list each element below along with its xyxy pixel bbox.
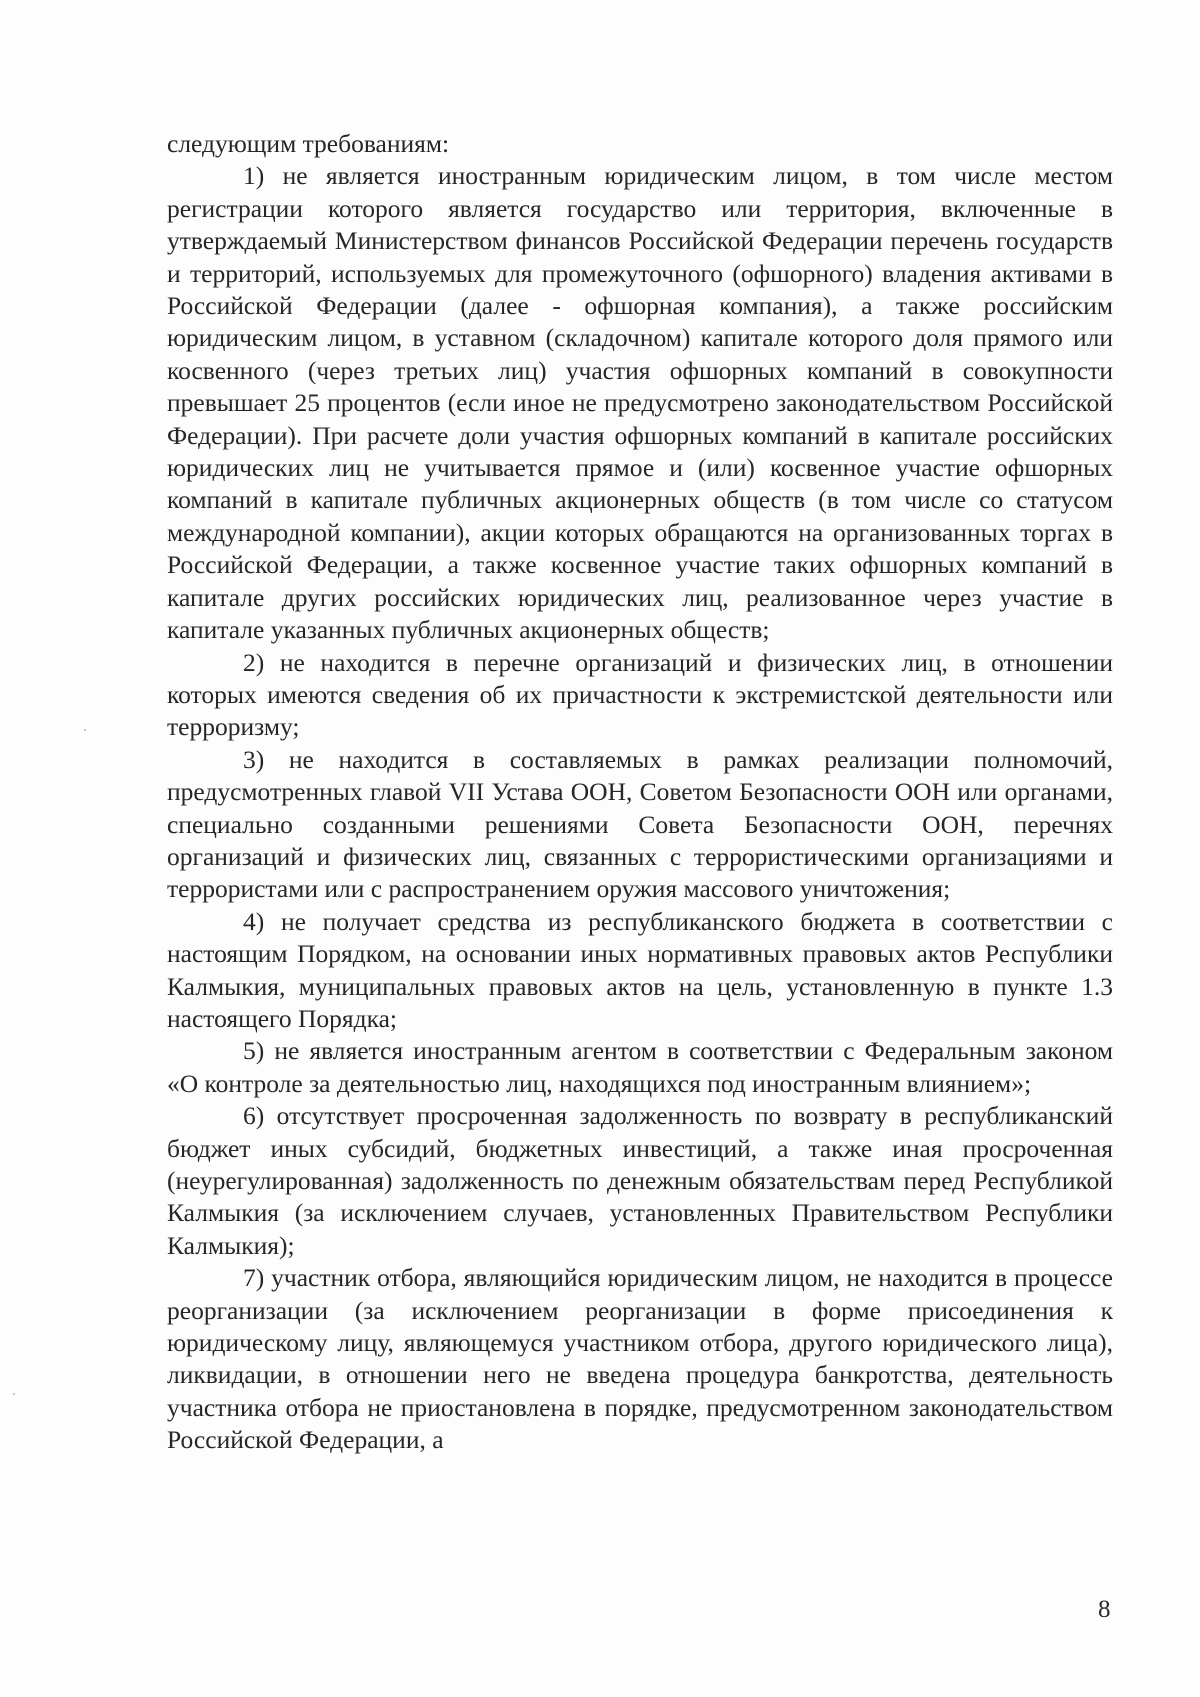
intro-line: следующим требованиям: [167,129,450,158]
document-body [167,128,1113,1457]
page-number: 8 [1098,1596,1111,1623]
scan-speck [84,729,86,731]
list-item-1: 1) не является иностранным юридическим лицом, в том числе местом регистрации которого является государство или территория, включенные в утверждаемый Министерством финансов Российской Федерации перечень государств и территорий, используемых для промежуточного (офшорного) владения активами в Российской Федерации (далее - офшорная компания), а также российским юридическим лицом, в уставном (складочном) капитале которого доля прямого или косвенного (через третьих лиц) участия офшорных компаний в совокупности превышает 25 процентов (если иное не предусмотрено законодательством Российской Федерации). При расчете доли участия офшорных компаний в капитале российских юридических лиц не учитывается прямое и (или) косвенное участие офшорных компаний в капитале публичных акционерных обществ (в том числе со статусом международной компании), акции которых обращаются на организованных торгах в Российской Федерации, а также косвенное участие таких офшорных компаний в капитале других российских юридических лиц, реализованное через участие в капитале указанных публичных акционерных обществ; [167,161,1113,645]
list-item-4: 4) не получает средства из республиканского бюджета в соответствии с настоящим Порядком, на основании иных нормативных правовых актов Республики Калмыкия, муниципальных правовых актов на цель, установленную в пункте 1.3 настоящего Порядка; [167,906,1113,1033]
scan-speck [13,1393,15,1395]
list-item-3: 3) не находится в составляемых в рамках реализации полномочий, предусмотренных главой VII Устава ООН, Советом Безопасности ООН или органами, специально созданными решениями Совета Безопасности ООН, перечнях организаций и физических лиц, связанных с террористическими организациями и террористами или с распространением оружия массового уничтожения; [167,744,1113,904]
list-item-2: 2) не находится в перечне организаций и физических лиц, в отношении которых имеются сведения об их причастности к экстремистской деятельности или терроризму; [167,647,1113,742]
list-item-6: 6) отсутствует просроченная задолженность по возврату в республиканский бюджет иных субсидий, бюджетных инвестиций, а также иная просроченная (неурегулированная) задолженность по денежным обязательствам перед Республикой Калмыкия (за исключением случаев, установленных Правительством Республики Калмыкия); [167,1101,1113,1260]
list-item-7: 7) участник отбора, являющийся юридическим лицом, не находится в процессе реорганизации (за исключением реорганизации в форме присоединения к юридическому лицу, являющемуся участником отбора, другого юридического лица), ликвидации, в отношении него не введена процедура банкротства, деятельность участника отбора не приостановлена в порядке, предусмотренном законодательством Российской Федерации, а [167,1263,1113,1455]
list-item-5: 5) не является иностранным агентом в соответствии с Федеральным законом «О контроле за деятельностью лиц, находящихся под иностранным влиянием»; [167,1036,1113,1098]
